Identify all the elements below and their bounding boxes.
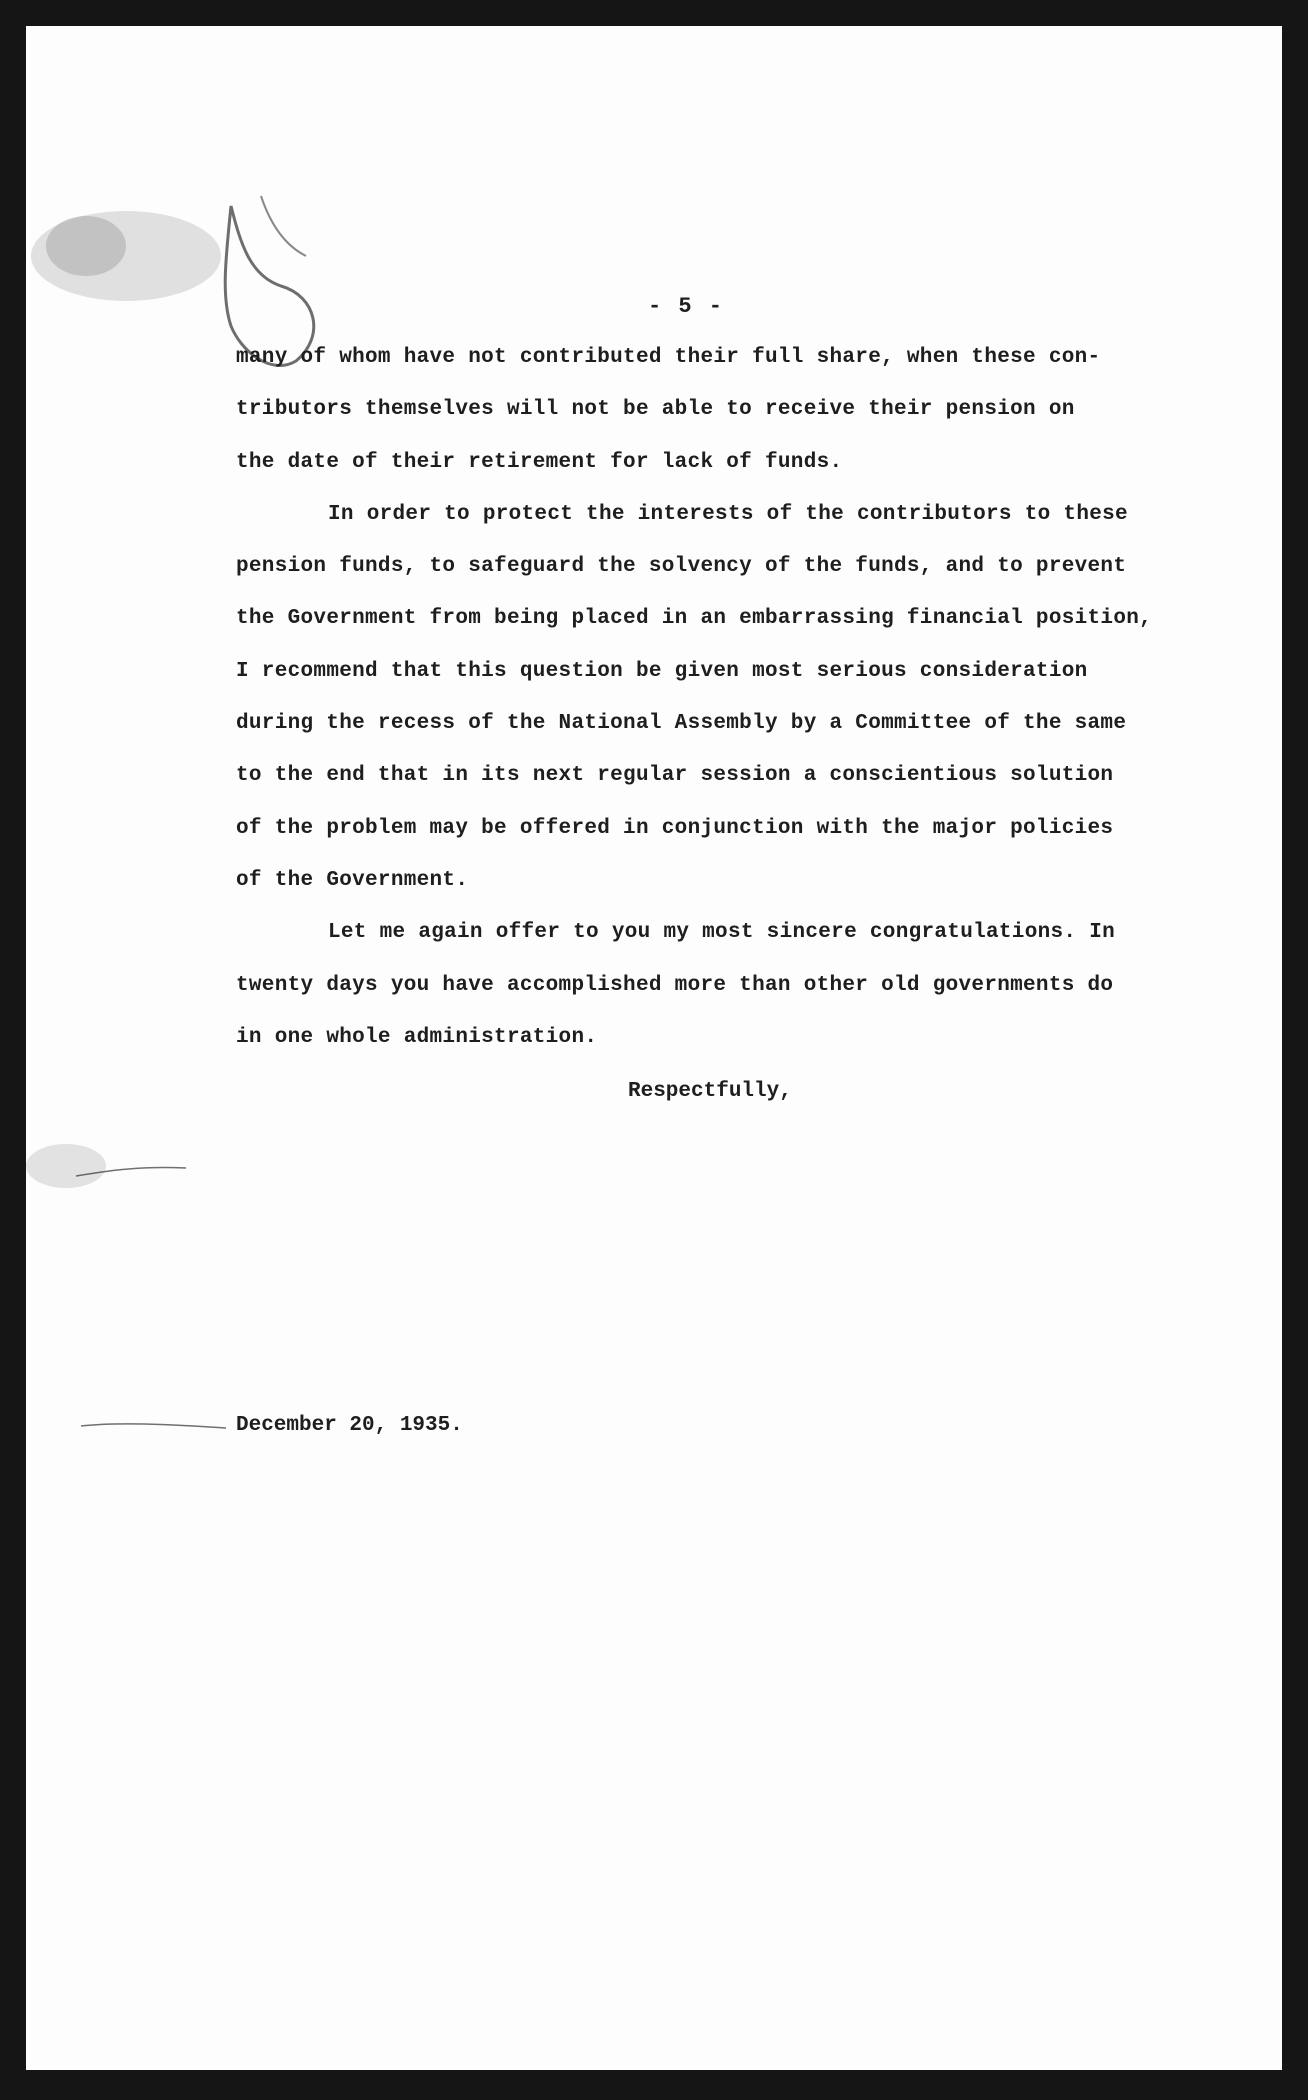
paragraph-3-line-1: Let me again offer to you my most sincere congratulations. In	[328, 921, 1116, 945]
paragraph-1-line-3: the date of their retirement for lack of funds.	[236, 450, 843, 474]
paragraph-1	[236, 332, 1196, 489]
closing-salutation: Respectfully,	[628, 1080, 792, 1103]
paragraph-2-line-3: the Government from being placed in an embarrassing financial position,	[236, 607, 1153, 631]
paragraph-3	[236, 907, 1196, 1064]
paragraph-2-line-6: to the end that in its next regular session a conscientious solution	[236, 764, 1114, 788]
paragraph-1-line-1: many of whom have not contributed their full share, when these con-	[236, 346, 1101, 369]
paragraph-2	[236, 489, 1196, 907]
tear-mark-left-lower	[76, 1406, 236, 1446]
paragraph-2-line-8: of the Government.	[236, 868, 469, 892]
paragraph-1-line-2: tributors themselves will not be able to receive their pension on	[236, 398, 1075, 422]
paragraph-2-line-2: pension funds, to safeguard the solvency of the funds, and to prevent	[236, 555, 1127, 579]
letter-date: December 20, 1935.	[236, 1414, 463, 1437]
paragraph-2-line-7: of the problem may be offered in conjunction with the major policies	[236, 816, 1114, 840]
paragraph-2-line-5: during the recess of the National Assembly by a Committee of the same	[236, 712, 1127, 736]
paragraph-3-line-3: in one whole administration.	[236, 1025, 598, 1049]
letter-body	[236, 332, 1196, 1064]
page-number: - 5 -	[647, 294, 724, 319]
paragraph-3-line-2: twenty days you have accomplished more than other old governments do	[236, 973, 1114, 997]
paragraph-2-line-4: I recommend that this question be given most serious consideration	[236, 659, 1088, 683]
paragraph-2-line-1: In order to protect the interests of the contributors to these	[328, 502, 1128, 526]
tear-mark-left	[26, 1126, 196, 1216]
